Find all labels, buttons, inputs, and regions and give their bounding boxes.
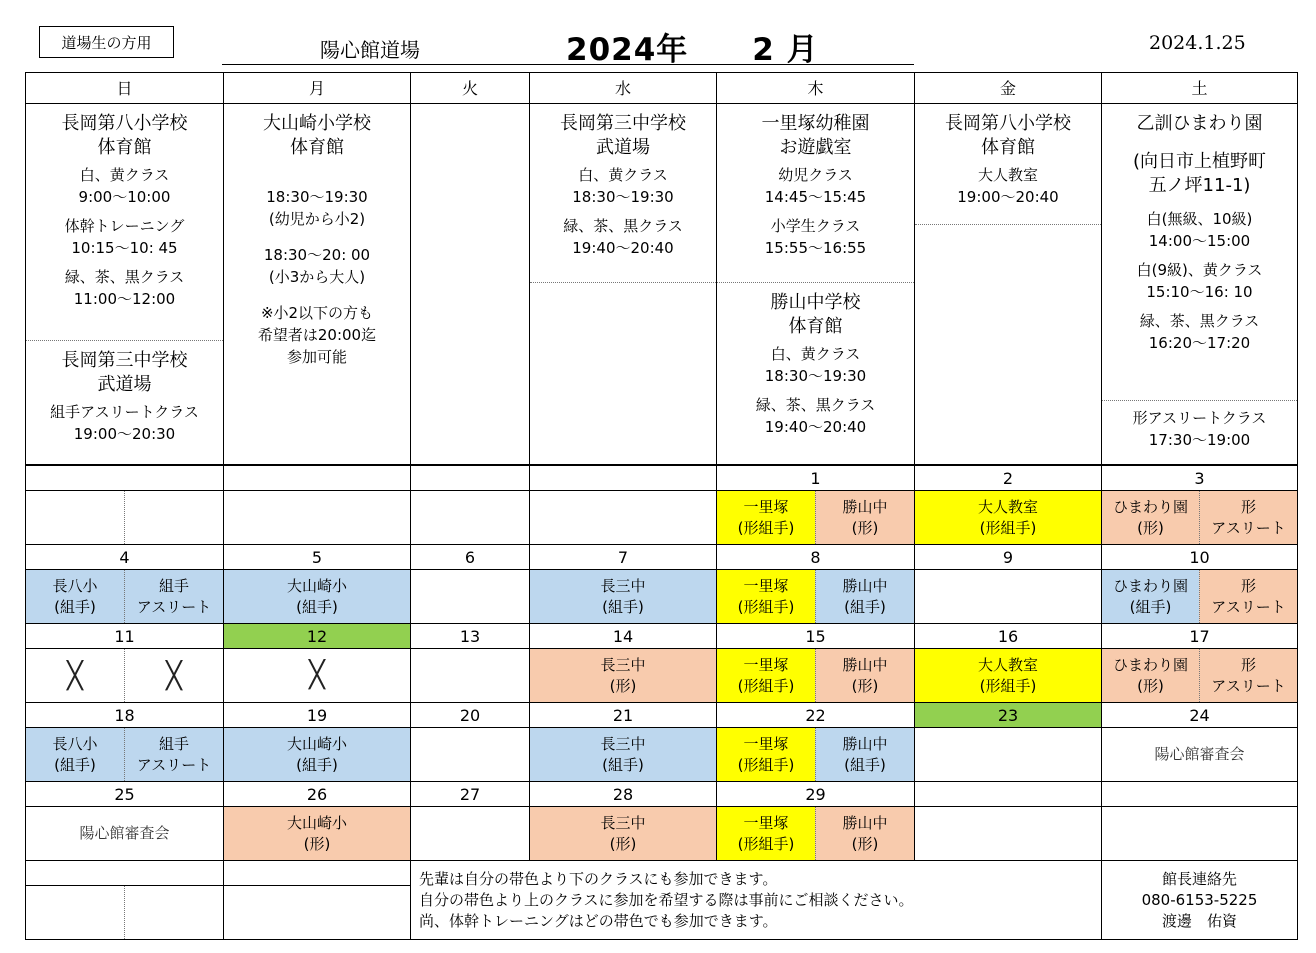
venue: 勝山中学校 体育館 — [770, 292, 861, 337]
event-ichiri: 一里塚 (形組手) — [717, 491, 815, 544]
day-number: 24 — [1102, 703, 1298, 728]
day-number: 20 — [411, 703, 530, 728]
day-empty — [915, 782, 1102, 807]
week2-dates — [26, 545, 1298, 570]
event-chosan: 長三中 (組手) — [530, 728, 717, 782]
day-number: 28 — [530, 782, 717, 807]
class-time: 18:30～19:30 (幼児から小2) — [266, 188, 368, 228]
day-number-holiday: 12 — [224, 624, 411, 649]
event-oyamazaki: 大山崎小 (組手) — [224, 728, 411, 782]
class-time: 緑、茶、黒クラス 11:00～12:00 — [64, 268, 185, 308]
event-cell — [26, 649, 224, 703]
week5-events — [26, 807, 1298, 861]
event-himawari: ひまわり園 (組手) — [1102, 570, 1199, 623]
day-number: 15 — [717, 624, 915, 649]
contact-phone: 080-6153-5225 — [1141, 890, 1258, 909]
event-chosan: 長三中 (形) — [530, 649, 717, 703]
event-cell — [26, 570, 224, 624]
weekday-thu: 木 — [717, 73, 915, 104]
event-cell — [530, 491, 717, 545]
day-number: 16 — [915, 624, 1102, 649]
week1-dates — [26, 465, 1298, 491]
event-ichiri: 一里塚 (形組手) — [717, 570, 815, 623]
contact-name: 渡邊 佑資 — [1161, 911, 1237, 930]
day-number: 3 — [1102, 465, 1298, 491]
day-number: 27 — [411, 782, 530, 807]
event-cell — [717, 491, 915, 545]
year-month-title: 2024年 2 月 — [566, 32, 819, 68]
week2-events — [26, 570, 1298, 624]
day-number: 29 — [717, 782, 915, 807]
event-cell — [411, 807, 530, 861]
event-otona: 大人教室 (形組手) — [915, 649, 1102, 703]
event-cell — [915, 728, 1102, 782]
class-time: 緑、茶、黒クラス 16:20～17:20 — [1139, 312, 1260, 352]
note-line: 先輩は自分の帯色より下のクラスにも参加できます。 — [419, 869, 778, 888]
class-note: ※小2以下の方も 希望者は20:00迄 参加可能 — [257, 304, 377, 366]
info-wed — [530, 104, 717, 466]
cancel-cross-icon: ╳ — [166, 660, 182, 691]
week3-events — [26, 649, 1298, 703]
class-time: 形アスリートクラス 17:30～19:00 — [1132, 409, 1267, 449]
event-otona: 大人教室 (形組手) — [915, 491, 1102, 545]
class-time: 白、黄クラス 9:00～10:00 — [78, 166, 171, 206]
class-info-row — [26, 104, 1298, 466]
event-himawari: ひまわり園 (形) — [1102, 649, 1199, 702]
week3-dates — [26, 624, 1298, 649]
day-empty — [224, 465, 411, 491]
info-mon — [224, 104, 411, 466]
event-cell — [26, 491, 224, 545]
event-ichiri: 一里塚 (形組手) — [717, 649, 815, 702]
event-cell — [717, 649, 915, 703]
event-cell — [915, 570, 1102, 624]
venue: 長岡第三中学校 武道場 — [61, 350, 188, 395]
event-cell — [224, 649, 411, 703]
event-cell — [411, 649, 530, 703]
cancel-cross-icon: ╳ — [67, 660, 83, 691]
week4-events — [26, 728, 1298, 782]
footer-row — [26, 861, 1298, 940]
class-time: 白、黄クラス 18:30～19:30 — [764, 345, 867, 385]
day-number: 22 — [717, 703, 915, 728]
event-cell — [717, 570, 915, 624]
class-time: 大人教室 19:00～20:40 — [957, 166, 1059, 206]
event-cell — [224, 491, 411, 545]
event-cell — [411, 570, 530, 624]
weekday-tue: 火 — [411, 73, 530, 104]
info-fri — [915, 104, 1102, 466]
class-time: 体幹トレーニング 10:15～10: 45 — [64, 217, 185, 257]
venue: 乙訓ひまわり園 — [1136, 113, 1263, 134]
event-cell — [1102, 491, 1298, 545]
weekday-sat: 土 — [1102, 73, 1298, 104]
dojo-name: 陽心館道場 — [320, 38, 420, 62]
venue: 長岡第八小学校 体育館 — [61, 113, 188, 158]
day-empty — [1102, 782, 1298, 807]
day-empty — [530, 465, 717, 491]
day-empty — [26, 465, 224, 491]
issue-date: 2024.1.25 — [1149, 32, 1246, 54]
event-kata-athlete: 形 アスリート — [1199, 491, 1297, 544]
note-line: 自分の帯色より上のクラスに参加を希望する際は事前にご相談ください。 — [419, 890, 914, 909]
day-number: 13 — [411, 624, 530, 649]
venue: 長岡第三中学校 武道場 — [560, 113, 686, 158]
day-number: 26 — [224, 782, 411, 807]
event-oyamazaki: 大山崎小 (形) — [224, 807, 411, 861]
event-chosan: 長三中 (形) — [530, 807, 717, 861]
day-empty — [411, 465, 530, 491]
class-time: 白(無級、10級) 14:00～15:00 — [1146, 210, 1253, 250]
event-chohachi: 長八小 (組手) — [26, 728, 124, 781]
event-kumite-athlete: 組手 アスリート — [124, 728, 223, 781]
class-time: 緑、茶、黒クラス 19:40～20:40 — [755, 396, 876, 436]
title-underline — [222, 64, 914, 65]
note-line: 尚、体幹トレーニングはどの帯色でも参加できます。 — [419, 911, 778, 930]
event-kata-athlete: 形 アスリート — [1199, 570, 1297, 623]
class-time: 白(9級)、黄クラス 15:10～16: 10 — [1136, 261, 1263, 301]
venue: 一里塚幼稚園 お遊戯室 — [761, 113, 870, 158]
info-thu — [717, 104, 915, 466]
event-ichiri: 一里塚 (形組手) — [717, 728, 815, 781]
event-katsuyama: 勝山中 (組手) — [815, 570, 914, 623]
schedule-calendar — [25, 72, 1298, 940]
event-shinsa: 陽心館審査会 — [26, 807, 224, 861]
week4-dates — [26, 703, 1298, 728]
venue: 長岡第八小学校 体育館 — [945, 113, 1071, 158]
weekday-sun: 日 — [26, 73, 224, 104]
weekday-wed: 水 — [530, 73, 717, 104]
week5-dates — [26, 782, 1298, 807]
event-cell — [26, 728, 224, 782]
event-katsuyama: 勝山中 (組手) — [815, 728, 914, 781]
weekday-fri: 金 — [915, 73, 1102, 104]
event-chohachi: 長八小 (組手) — [26, 570, 124, 623]
info-sat — [1102, 104, 1298, 466]
day-number-holiday: 23 — [915, 703, 1102, 728]
event-katsuyama: 勝山中 (形) — [815, 807, 914, 860]
venue: 大山崎小学校 体育館 — [263, 113, 371, 158]
day-number: 7 — [530, 545, 717, 570]
day-number: 17 — [1102, 624, 1298, 649]
event-chosan: 長三中 (組手) — [530, 570, 717, 624]
day-number: 6 — [411, 545, 530, 570]
footer-empty — [224, 861, 411, 940]
event-cell — [411, 728, 530, 782]
day-number: 19 — [224, 703, 411, 728]
event-cell — [1102, 570, 1298, 624]
event-cell — [1102, 807, 1298, 861]
event-himawari: ひまわり園 (形) — [1102, 491, 1199, 544]
footer-empty — [26, 861, 224, 940]
class-time: 小学生クラス 15:55～16:55 — [764, 217, 867, 257]
event-katsuyama: 勝山中 (形) — [815, 491, 914, 544]
venue-address: (向日市上植野町 五ノ坪11-1) — [1132, 151, 1267, 196]
event-cell — [717, 807, 915, 861]
event-shinsa: 陽心館審査会 — [1102, 728, 1298, 782]
day-number: 8 — [717, 545, 915, 570]
day-number: 25 — [26, 782, 224, 807]
event-cell — [717, 728, 915, 782]
event-cell — [1102, 649, 1298, 703]
event-kata-athlete: 形 アスリート — [1199, 649, 1297, 702]
event-kumite-athlete: 組手 アスリート — [124, 570, 223, 623]
cancel-cross-icon: ╳ — [309, 660, 325, 690]
class-time: 緑、茶、黒クラス 19:40～20:40 — [563, 217, 683, 257]
contact-info — [1102, 861, 1298, 940]
event-katsuyama: 勝山中 (形) — [815, 649, 914, 702]
info-sun — [26, 104, 224, 466]
class-time: 幼児クラス 14:45～15:45 — [764, 166, 867, 206]
class-time: 18:30～20: 00 (小3から大人) — [263, 246, 371, 286]
info-tue — [411, 104, 530, 466]
footer-notes — [411, 861, 1102, 940]
day-number: 2 — [915, 465, 1102, 491]
weekday-mon: 月 — [224, 73, 411, 104]
event-cell — [915, 807, 1102, 861]
day-number: 14 — [530, 624, 717, 649]
day-number: 1 — [717, 465, 915, 491]
day-number: 9 — [915, 545, 1102, 570]
contact-title: 館長連絡先 — [1161, 869, 1237, 888]
event-ichiri: 一里塚 (形組手) — [717, 807, 815, 860]
day-number: 10 — [1102, 545, 1298, 570]
day-number: 5 — [224, 545, 411, 570]
event-cell — [411, 491, 530, 545]
day-number: 21 — [530, 703, 717, 728]
class-time: 白、黄クラス 18:30～19:30 — [572, 166, 674, 206]
weekday-header-row — [26, 73, 1298, 104]
class-time: 組手アスリートクラス 19:00～20:30 — [50, 403, 199, 443]
day-number: 4 — [26, 545, 224, 570]
event-oyamazaki: 大山崎小 (組手) — [224, 570, 411, 624]
day-number: 11 — [26, 624, 224, 649]
audience-label: 道場生の方用 — [39, 26, 174, 58]
day-number: 18 — [26, 703, 224, 728]
week1-events — [26, 491, 1298, 545]
